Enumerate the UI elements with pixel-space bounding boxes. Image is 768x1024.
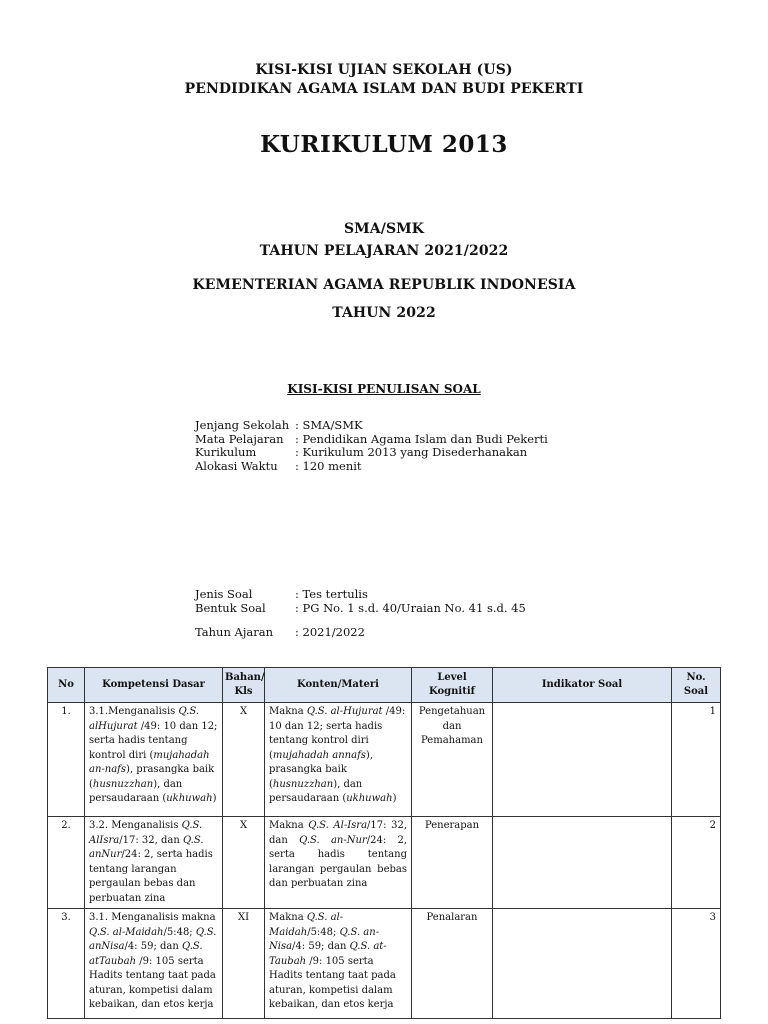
meta-row (195, 460, 548, 474)
meta-key: Bentuk Soal (195, 600, 266, 615)
italic-text: Q.S. an-Nur (299, 834, 367, 846)
text-run: 3.1. Menganalisis makna (89, 912, 216, 923)
meta-value: : PG No. 1 s.d. 40/Uraian No. 41 s.d. 45 (295, 600, 526, 615)
text-run: /24: 2, serta hadis tentang larangan pergaulan bebas dan perbuatan zina (89, 849, 213, 904)
text-run: ), dan persaudaraan ( (269, 778, 363, 804)
col-header-indikator: Indikator Soal (493, 668, 672, 703)
italic-text: husnuzzhan (92, 778, 154, 790)
col-header-kompetensi: Kompetensi Dasar (85, 668, 223, 703)
cell-level: Penalaran (412, 909, 493, 1019)
text-run: ) (212, 793, 217, 804)
section-title: KISI-KISI PENULISAN SOAL (287, 382, 481, 396)
italic-text: Q.S. at-Taubah (269, 941, 387, 967)
italic-text: Q.S. AlIsra (89, 820, 203, 846)
text-run: ), prasangka baik ( (269, 749, 374, 790)
meta-value: : SMA/SMK (295, 418, 363, 432)
header-line-2: PENDIDIKAN AGAMA ISLAM DAN BUDI PEKERTI (184, 81, 584, 97)
col-header-konten: Konten/Materi (265, 668, 412, 703)
text-run: /9: 105 serta Hadits tentang taat pada aturan, kompetisi dalam kebaikan, dan etos kerja (269, 955, 396, 1010)
cell-no-soal: 1 (672, 703, 721, 817)
text-run: 3.1.Menganalisis (89, 706, 179, 717)
text-run: ), dan persaudaraan ( (89, 778, 183, 804)
text-run: /5:48; (163, 926, 196, 938)
cell-no: 1. (48, 703, 85, 817)
meta-row (195, 626, 365, 640)
table-header-row (48, 668, 721, 703)
italic-text: Q.S. an-Nisa (269, 926, 380, 952)
col-header-no-soal: No. Soal (672, 668, 721, 703)
italic-text: husnuzzhan (272, 778, 334, 790)
text-run: /9: 105 serta Hadits tentang taat pada aturan, kompetisi dalam kebaikan, dan etos kerja (89, 955, 216, 1010)
cell-level: Penerapan (412, 817, 493, 909)
meta-key: Jenjang Sekolah (195, 418, 290, 432)
italic-text: Q.S. atTaubah (89, 941, 203, 967)
text-run: /17: 32, dan (119, 834, 183, 846)
meta-value: : 120 menit (295, 458, 362, 473)
meta-value: : 2021/2022 (295, 625, 365, 639)
cell-kls: X (223, 703, 265, 817)
col-header-no: No (48, 668, 85, 703)
text-run: Makna (269, 706, 307, 717)
ministry-name: KEMENTERIAN AGAMA REPUBLIK INDONESIA (192, 277, 576, 293)
cell-no-soal: 2 (672, 817, 721, 909)
kisi-kisi-table (47, 667, 721, 1019)
italic-text: Q.S. al-Maidah (89, 926, 164, 938)
table-row (48, 817, 721, 909)
italic-text: Q.S. Al-Isra (308, 820, 368, 831)
italic-text: mujahadah annafs (272, 749, 366, 761)
cell-no: 2. (48, 817, 85, 909)
header-line-1: KISI-KISI UJIAN SEKOLAH (US) (255, 62, 513, 78)
meta-value: : Pendidikan Agama Islam dan Budi Pekerti (295, 431, 548, 446)
text-run: /49: 10 dan 12; serta hadis tentang kontrol diri ( (89, 720, 218, 761)
cell-level: Pengetahuan dan Pemahaman (412, 703, 493, 817)
meta-value: : Tes tertulis (295, 587, 368, 601)
cell-kompetensi (85, 909, 223, 1019)
cell-indikator (493, 703, 672, 817)
meta-block-2 (195, 588, 526, 615)
text-run: /4: 59; dan (124, 941, 182, 952)
italic-text: ukhuwah (166, 793, 213, 804)
cell-kls: XI (223, 909, 265, 1019)
text-run: /5:48; (307, 926, 340, 938)
meta-key: Jenis Soal (195, 587, 253, 601)
text-run: /17: 32, dan (269, 820, 408, 846)
cell-no: 3. (48, 909, 85, 1019)
italic-text: Q.S. anNur (89, 834, 204, 860)
school-year: TAHUN PELAJARAN 2021/2022 (259, 243, 509, 259)
table-row (48, 703, 721, 817)
meta-key: Alokasi Waktu (195, 458, 278, 473)
meta-block-1 (195, 419, 548, 473)
text-run: Makna (269, 820, 309, 831)
cell-kompetensi (85, 817, 223, 909)
italic-text: Q.S. al-Maidah (269, 912, 344, 938)
meta-block-3 (195, 626, 365, 640)
cell-indikator (493, 817, 672, 909)
italic-text: ukhuwah (346, 793, 393, 804)
italic-text: Q.S. anNisa (89, 926, 217, 952)
text-run: Makna (269, 912, 307, 923)
school-level: SMA/SMK (343, 221, 425, 237)
cell-materi (265, 909, 412, 1019)
meta-row (195, 588, 526, 602)
cell-kls: X (223, 817, 265, 909)
ministry-year: TAHUN 2022 (332, 305, 436, 321)
meta-key: Mata Pelajaran (195, 431, 284, 446)
text-run: ) (392, 793, 397, 804)
meta-key: Tahun Ajaran (195, 625, 273, 639)
text-run: /24: 2, serta hadis tentang larangan pergaulan bebas dan perbuatan zina (269, 834, 408, 889)
cell-materi (265, 703, 412, 817)
cell-indikator (493, 909, 672, 1019)
table-row (48, 909, 721, 1019)
meta-row (195, 433, 548, 447)
col-header-bahan-kls: Bahan/ Kls (223, 668, 265, 703)
meta-key: Kurikulum (195, 445, 257, 459)
meta-row (195, 419, 548, 433)
italic-text: Q.S. alHujurat (89, 706, 200, 732)
meta-value: : Kurikulum 2013 yang Disederhanakan (295, 445, 528, 459)
text-run: 3.2. Menganalisis (89, 820, 182, 831)
meta-row (195, 446, 548, 460)
italic-text: mujahadah an-nafs (89, 749, 210, 775)
meta-row (195, 602, 526, 616)
text-run: /4: 59; dan (292, 941, 350, 952)
italic-text: Q.S. al-Hujurat (306, 706, 383, 717)
cell-kompetensi (85, 703, 223, 817)
text-run: /49: 10 dan 12; serta hadis tentang kontrol diri ( (269, 706, 406, 761)
cell-materi (265, 817, 412, 909)
text-run: ), prasangka baik ( (89, 764, 215, 790)
col-header-level: Level Kognitif (412, 668, 493, 703)
cell-no-soal: 3 (672, 909, 721, 1019)
curriculum-title: KURIKULUM 2013 (260, 131, 508, 158)
